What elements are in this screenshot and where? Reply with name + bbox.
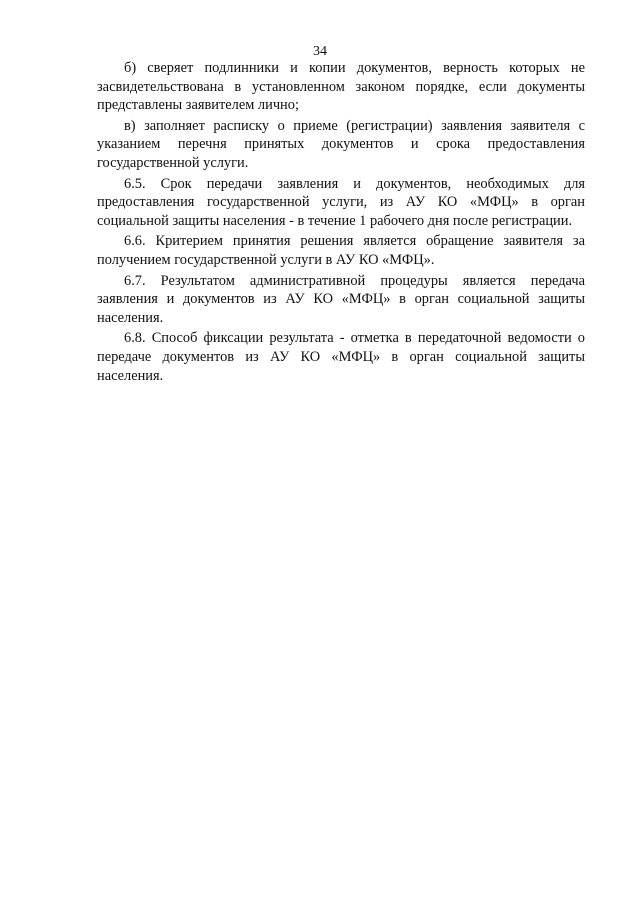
- paragraph-6-8: 6.8. Способ фиксации результата - отметка в передаточной ведомости о передаче документов из АУ КО «МФЦ» в орган социальной защиты населения.: [97, 330, 585, 384]
- document-body: [97, 59, 585, 387]
- paragraph-6-6: 6.6. Критерием принятия решения является обращение заявителя за получением государственной услуги в АУ КО «МФЦ».: [97, 233, 585, 268]
- paragraph-b: б) сверяет подлинники и копии документов, верность которых не засвидетельствована в установленном законом порядке, если документы представлены заявителем лично;: [97, 60, 585, 114]
- paragraph-v: в) заполняет расписку о приеме (регистрации) заявления заявителя с указанием перечня принятых документов и срока предоставления государственной услуги.: [97, 117, 585, 171]
- paragraph-6-5: 6.5. Срок передачи заявления и документов, необходимых для предоставления государственной услуги, из АУ КО «МФЦ» в орган социальной защиты населения - в течение 1 рабочего дня после регистрации.: [97, 175, 585, 229]
- page-number: 34: [313, 44, 327, 59]
- paragraph-6-7: 6.7. Результатом административной процедуры является передача заявления и документов из АУ КО «МФЦ» в орган социальной защиты населения.: [97, 272, 585, 326]
